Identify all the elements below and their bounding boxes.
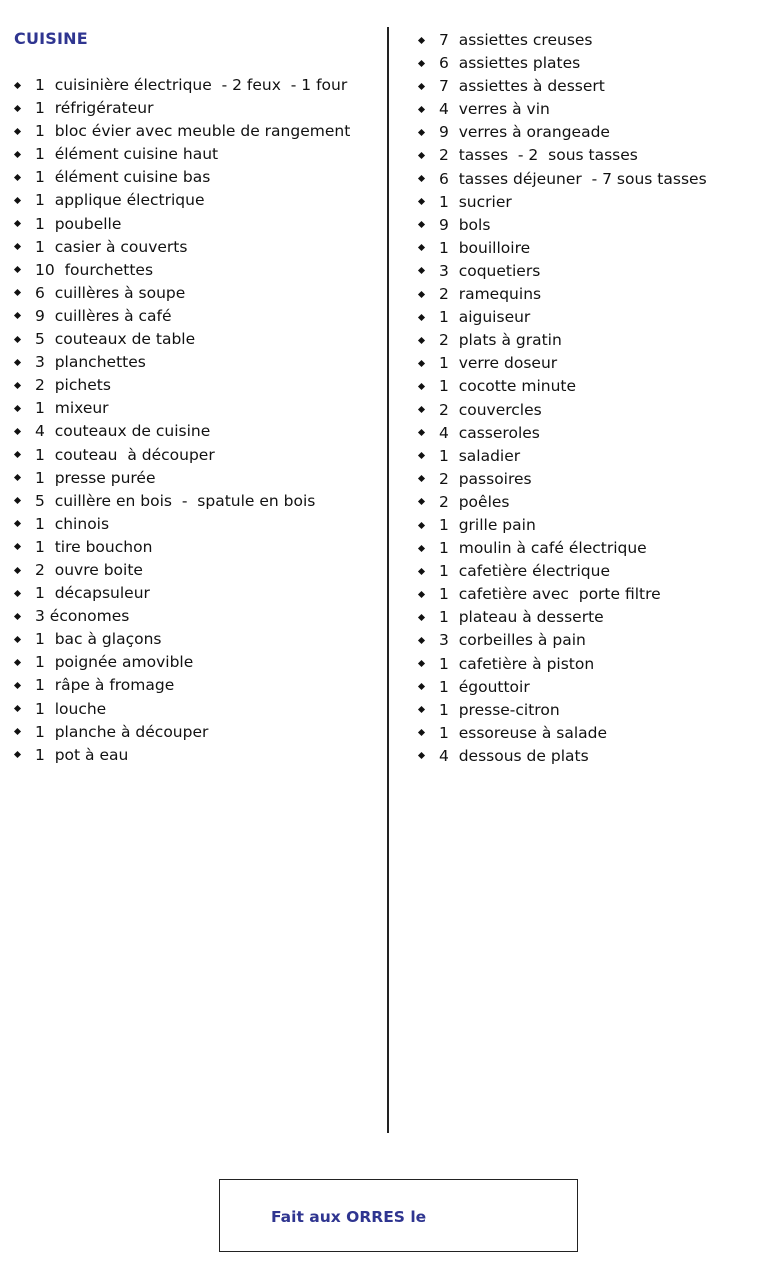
list-item-text: 1 égouttoir xyxy=(439,677,530,696)
list-item-text: 2 plats à gratin xyxy=(439,331,562,350)
diamond-bullet-icon xyxy=(418,221,426,229)
diamond-bullet-icon xyxy=(14,289,22,297)
list-item xyxy=(14,444,384,467)
diamond-bullet-icon xyxy=(418,475,426,483)
inventory-list-left xyxy=(14,74,384,767)
list-item xyxy=(418,468,763,491)
list-item-text: 5 cuillère en bois - spatule en bois xyxy=(35,491,316,510)
list-item xyxy=(418,375,763,398)
diamond-bullet-icon xyxy=(418,729,426,737)
list-item-text: 9 verres à orangeade xyxy=(439,123,610,142)
diamond-bullet-icon xyxy=(418,383,426,391)
list-item-text: 7 assiettes à dessert xyxy=(439,77,605,96)
list-item xyxy=(14,166,384,189)
signature-box xyxy=(219,1179,578,1252)
list-item xyxy=(418,514,763,537)
list-item-text: 1 verre doseur xyxy=(439,354,558,373)
list-item-text: 5 couteaux de table xyxy=(35,330,196,349)
list-item-text: 2 pichets xyxy=(35,376,111,395)
list-item xyxy=(14,490,384,513)
list-item xyxy=(14,305,384,328)
list-item xyxy=(14,467,384,490)
list-item-text: 4 verres à vin xyxy=(439,100,550,119)
list-item xyxy=(14,420,384,443)
diamond-bullet-icon xyxy=(418,152,426,160)
list-item xyxy=(14,559,384,582)
diamond-bullet-icon xyxy=(418,522,426,530)
diamond-bullet-icon xyxy=(418,337,426,345)
list-item-text: 1 élément cuisine haut xyxy=(35,145,219,164)
list-item-text: 1 presse purée xyxy=(35,468,156,487)
list-item xyxy=(418,722,763,745)
list-item-text: 4 dessous de plats xyxy=(439,746,589,765)
diamond-bullet-icon xyxy=(418,706,426,714)
diamond-bullet-icon xyxy=(418,267,426,275)
list-item xyxy=(418,445,763,468)
list-item xyxy=(418,29,763,52)
list-item-text: 1 saladier xyxy=(439,446,521,465)
list-item xyxy=(14,236,384,259)
list-item xyxy=(14,97,384,120)
list-item xyxy=(14,744,384,767)
list-item xyxy=(14,582,384,605)
list-item xyxy=(418,560,763,583)
list-item xyxy=(418,237,763,260)
list-item xyxy=(418,745,763,768)
diamond-bullet-icon xyxy=(418,360,426,368)
diamond-bullet-icon xyxy=(14,128,22,136)
diamond-bullet-icon xyxy=(14,174,22,182)
list-item xyxy=(418,121,763,144)
list-item-text: 1 cafetière électrique xyxy=(439,562,610,581)
list-item xyxy=(418,699,763,722)
list-item-text: 1 casier à couverts xyxy=(35,237,188,256)
list-item-text: 1 pot à eau xyxy=(35,745,129,764)
diamond-bullet-icon xyxy=(14,243,22,251)
list-item-text: 9 cuillères à café xyxy=(35,306,172,325)
diamond-bullet-icon xyxy=(418,37,426,45)
list-item xyxy=(418,283,763,306)
list-item-text: 2 ouvre boite xyxy=(35,560,143,579)
list-item xyxy=(14,605,384,628)
diamond-bullet-icon xyxy=(14,266,22,274)
diamond-bullet-icon xyxy=(14,636,22,644)
diamond-bullet-icon xyxy=(418,129,426,137)
list-item xyxy=(14,143,384,166)
list-item-text: 1 cocotte minute xyxy=(439,377,577,396)
list-item xyxy=(418,306,763,329)
list-item-text: 1 cafetière à piston xyxy=(439,654,595,673)
list-item-text: 1 planche à découper xyxy=(35,722,209,741)
list-item-text: 4 couteaux de cuisine xyxy=(35,422,211,441)
diamond-bullet-icon xyxy=(14,359,22,367)
list-item-text: 1 réfrigérateur xyxy=(35,99,154,118)
list-item xyxy=(14,536,384,559)
list-item xyxy=(14,213,384,236)
list-item xyxy=(14,397,384,420)
diamond-bullet-icon xyxy=(418,244,426,252)
list-item-text: 1 louche xyxy=(35,699,107,718)
list-item-text: 1 essoreuse à salade xyxy=(439,723,607,742)
list-item-text: 1 décapsuleur xyxy=(35,584,150,603)
list-item xyxy=(14,120,384,143)
diamond-bullet-icon xyxy=(14,497,22,505)
list-item xyxy=(418,144,763,167)
diamond-bullet-icon xyxy=(14,336,22,344)
list-item-text: 1 bloc évier avec meuble de rangement xyxy=(35,122,351,141)
list-item-text: 2 couvercles xyxy=(439,400,542,419)
diamond-bullet-icon xyxy=(14,659,22,667)
list-item-text: 3 corbeilles à pain xyxy=(439,631,586,650)
diamond-bullet-icon xyxy=(418,314,426,322)
list-item-text: 1 plateau à desserte xyxy=(439,608,604,627)
diamond-bullet-icon xyxy=(418,498,426,506)
list-item-text: 1 poubelle xyxy=(35,214,122,233)
list-item xyxy=(418,653,763,676)
list-item-text: 6 assiettes plates xyxy=(439,54,581,73)
list-item-text: 2 poêles xyxy=(439,492,510,511)
list-item xyxy=(418,606,763,629)
diamond-bullet-icon xyxy=(14,682,22,690)
diamond-bullet-icon xyxy=(418,429,426,437)
diamond-bullet-icon xyxy=(418,83,426,91)
diamond-bullet-icon xyxy=(418,614,426,622)
list-item-text: 1 tire bouchon xyxy=(35,537,153,556)
list-item-text: 1 chinois xyxy=(35,514,110,533)
diamond-bullet-icon xyxy=(14,520,22,528)
diamond-bullet-icon xyxy=(418,683,426,691)
diamond-bullet-icon xyxy=(14,105,22,113)
list-item xyxy=(418,537,763,560)
list-item-text: 7 assiettes creuses xyxy=(439,31,593,49)
list-item-text: 9 bols xyxy=(439,215,491,234)
column-divider xyxy=(387,27,389,1133)
list-item xyxy=(14,628,384,651)
list-item xyxy=(418,583,763,606)
list-item-text: 2 tasses - 2 sous tasses xyxy=(439,146,638,165)
diamond-bullet-icon xyxy=(418,452,426,460)
list-item xyxy=(14,74,384,97)
list-item-text: 1 élément cuisine bas xyxy=(35,168,211,187)
list-item-text: 1 poignée amovible xyxy=(35,653,194,672)
list-item xyxy=(14,351,384,374)
diamond-bullet-icon xyxy=(14,220,22,228)
diamond-bullet-icon xyxy=(14,151,22,159)
list-item-text: 1 bac à glaçons xyxy=(35,630,162,649)
list-item xyxy=(14,259,384,282)
diamond-bullet-icon xyxy=(14,405,22,413)
diamond-bullet-icon xyxy=(14,428,22,436)
list-item-text: 1 cuisinière électrique - 2 feux - 1 four xyxy=(35,76,348,94)
diamond-bullet-icon xyxy=(418,660,426,668)
list-item-text: 3 coquetiers xyxy=(439,261,541,280)
list-item xyxy=(418,52,763,75)
list-item xyxy=(418,260,763,283)
list-item xyxy=(418,168,763,191)
diamond-bullet-icon xyxy=(418,568,426,576)
list-item xyxy=(418,491,763,514)
diamond-bullet-icon xyxy=(418,60,426,68)
diamond-bullet-icon xyxy=(14,312,22,320)
list-item xyxy=(14,651,384,674)
list-item-text: 2 ramequins xyxy=(439,285,542,304)
list-item xyxy=(418,98,763,121)
diamond-bullet-icon xyxy=(14,543,22,551)
list-item-text: 1 cafetière avec porte filtre xyxy=(439,585,661,604)
diamond-bullet-icon xyxy=(14,613,22,621)
diamond-bullet-icon xyxy=(418,291,426,299)
diamond-bullet-icon xyxy=(418,637,426,645)
diamond-bullet-icon xyxy=(14,451,22,459)
list-item xyxy=(418,676,763,699)
list-item-text: 1 sucrier xyxy=(439,192,512,211)
list-item xyxy=(418,629,763,652)
list-item-text: 1 grille pain xyxy=(439,515,536,534)
list-item-text: 10 fourchettes xyxy=(35,260,154,279)
list-item-text: 4 casseroles xyxy=(439,423,540,442)
inventory-list-right xyxy=(418,29,763,768)
diamond-bullet-icon xyxy=(418,106,426,114)
list-item-text: 1 applique électrique xyxy=(35,191,205,210)
list-item-text: 3 économes xyxy=(35,607,130,626)
list-item xyxy=(14,721,384,744)
footer-text: Fait aux ORRES le xyxy=(271,1208,427,1226)
list-item xyxy=(418,422,763,445)
diamond-bullet-icon xyxy=(14,82,22,90)
diamond-bullet-icon xyxy=(418,591,426,599)
diamond-bullet-icon xyxy=(14,728,22,736)
list-item xyxy=(418,191,763,214)
diamond-bullet-icon xyxy=(14,590,22,598)
list-item xyxy=(14,374,384,397)
list-item xyxy=(14,698,384,721)
list-item xyxy=(418,352,763,375)
list-item xyxy=(418,329,763,352)
diamond-bullet-icon xyxy=(418,198,426,206)
diamond-bullet-icon xyxy=(418,406,426,414)
list-item xyxy=(14,189,384,212)
list-item-text: 1 presse-citron xyxy=(439,700,560,719)
list-item xyxy=(418,75,763,98)
list-item-text: 1 aiguiseur xyxy=(439,308,531,327)
section-title: CUISINE xyxy=(14,29,88,48)
diamond-bullet-icon xyxy=(418,175,426,183)
list-item-text: 1 moulin à café électrique xyxy=(439,539,647,558)
list-item xyxy=(14,674,384,697)
list-item xyxy=(14,328,384,351)
diamond-bullet-icon xyxy=(418,752,426,760)
list-item-text: 6 cuillères à soupe xyxy=(35,283,186,302)
list-item-text: 1 couteau à découper xyxy=(35,445,215,464)
list-item xyxy=(418,214,763,237)
diamond-bullet-icon xyxy=(14,197,22,205)
list-item xyxy=(14,513,384,536)
list-item-text: 3 planchettes xyxy=(35,353,146,372)
diamond-bullet-icon xyxy=(14,705,22,713)
diamond-bullet-icon xyxy=(14,382,22,390)
list-item-text: 2 passoires xyxy=(439,469,532,488)
list-item xyxy=(418,399,763,422)
list-item-text: 1 bouilloire xyxy=(439,238,531,257)
diamond-bullet-icon xyxy=(418,545,426,553)
list-item-text: 1 mixeur xyxy=(35,399,109,418)
list-item xyxy=(14,282,384,305)
diamond-bullet-icon xyxy=(14,567,22,575)
diamond-bullet-icon xyxy=(14,751,22,759)
list-item-text: 6 tasses déjeuner - 7 sous tasses xyxy=(439,169,707,188)
diamond-bullet-icon xyxy=(14,474,22,482)
list-item-text: 1 râpe à fromage xyxy=(35,676,175,695)
